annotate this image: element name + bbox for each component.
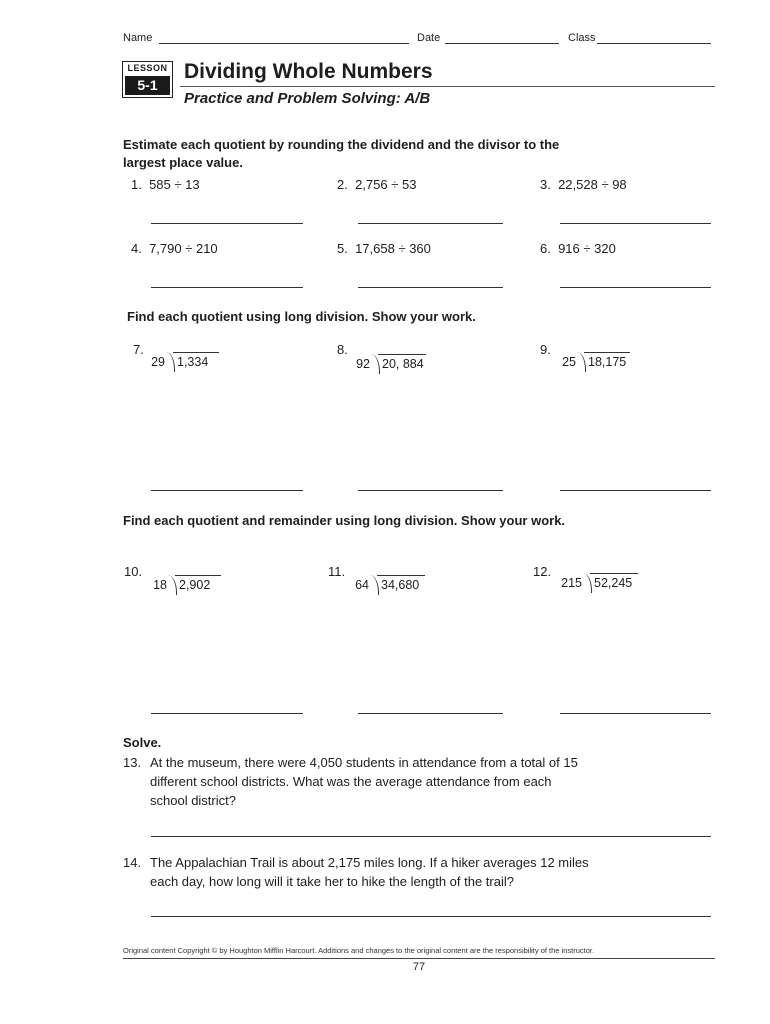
dividend-8: 20, 884 [382,357,424,371]
answer-line-7[interactable] [151,490,303,491]
problem-7-number: 7. [133,342,144,357]
dividend-11: 34,680 [381,578,420,592]
problem-10-number: 10. [124,564,143,579]
class-label: Class [568,32,596,44]
name-label: Name [123,32,153,44]
answer-line-9[interactable] [560,490,711,491]
lesson-badge [122,61,173,98]
name-field[interactable] [159,43,409,44]
problem-11-number: 11. [328,564,346,579]
problem-1: 1. 585 ÷ 13 [131,177,200,192]
answer-line-10[interactable] [151,713,303,714]
section1-instruction: Estimate each quotient by rounding the dividend and the divisor to the largest place value. [123,137,560,170]
problem-8-number: 8. [337,342,348,357]
date-field[interactable] [445,43,559,44]
answer-line-4[interactable] [151,287,303,288]
dividend-12: 52,245 [594,576,633,590]
class-field[interactable] [597,43,711,44]
answer-line-8[interactable] [358,490,503,491]
dividend-10: 2,902 [179,578,211,592]
divisor-10: 18 [153,578,167,592]
lesson-label: LESSON [127,63,168,73]
answer-line-13[interactable] [151,836,711,837]
answer-line-12[interactable] [560,713,711,714]
problem-12-number: 12. [533,564,552,579]
answer-line-3[interactable] [560,223,711,224]
problem-13-text: At the museum, there were 4,050 students in attendance from a total of 15 different school districts. What was the average attendance from each school district? [150,755,578,808]
problem-14-number: 14. [123,855,142,870]
divisor-8: 92 [356,357,370,371]
divisor-9: 25 [562,355,576,369]
answer-line-5[interactable] [358,287,503,288]
page-title: Dividing Whole Numbers [184,60,433,83]
divisor-12: 215 [561,576,582,590]
section3-instruction: Find each quotient and remainder using long division. Show your work. [123,513,566,528]
problem-14-text: The Appalachian Trail is about 2,175 miles long. If a hiker averages 12 miles each day, how long will it take her to hike the length of the trail? [150,855,589,889]
dividend-9: 18,175 [588,355,627,369]
page-number: 77 [412,961,426,973]
answer-line-6[interactable] [560,287,711,288]
copyright-notice: Original content Copyright © by Houghton Mifflin Harcourt. Additions and changes to the original content are the responsibility of the instructor. [123,946,595,955]
answer-line-11[interactable] [358,713,503,714]
footer-rule [123,958,715,959]
title-rule [180,86,715,87]
answer-line-1[interactable] [151,223,303,224]
lesson-number: 5-1 [125,76,170,95]
dividend-7: 1,334 [177,355,209,369]
date-label: Date [417,32,441,44]
section4-heading: Solve. [123,735,162,750]
divisor-7: 29 [151,355,165,369]
page-subtitle: Practice and Problem Solving: A/B [184,90,431,107]
divisor-11: 64 [355,578,369,592]
problem-4: 4. 7,790 ÷ 210 [131,241,218,256]
section2-instruction: Find each quotient using long division. Show your work. [127,309,476,324]
answer-line-14[interactable] [151,916,711,917]
problem-2: 2. 2,756 ÷ 53 [337,177,417,192]
problem-13-number: 13. [123,755,142,770]
problem-6: 6. 916 ÷ 320 [540,241,616,256]
answer-line-2[interactable] [358,223,503,224]
problem-3: 3. 22,528 ÷ 98 [540,177,627,192]
problem-9-number: 9. [540,342,551,357]
problem-5: 5. 17,658 ÷ 360 [337,241,431,256]
